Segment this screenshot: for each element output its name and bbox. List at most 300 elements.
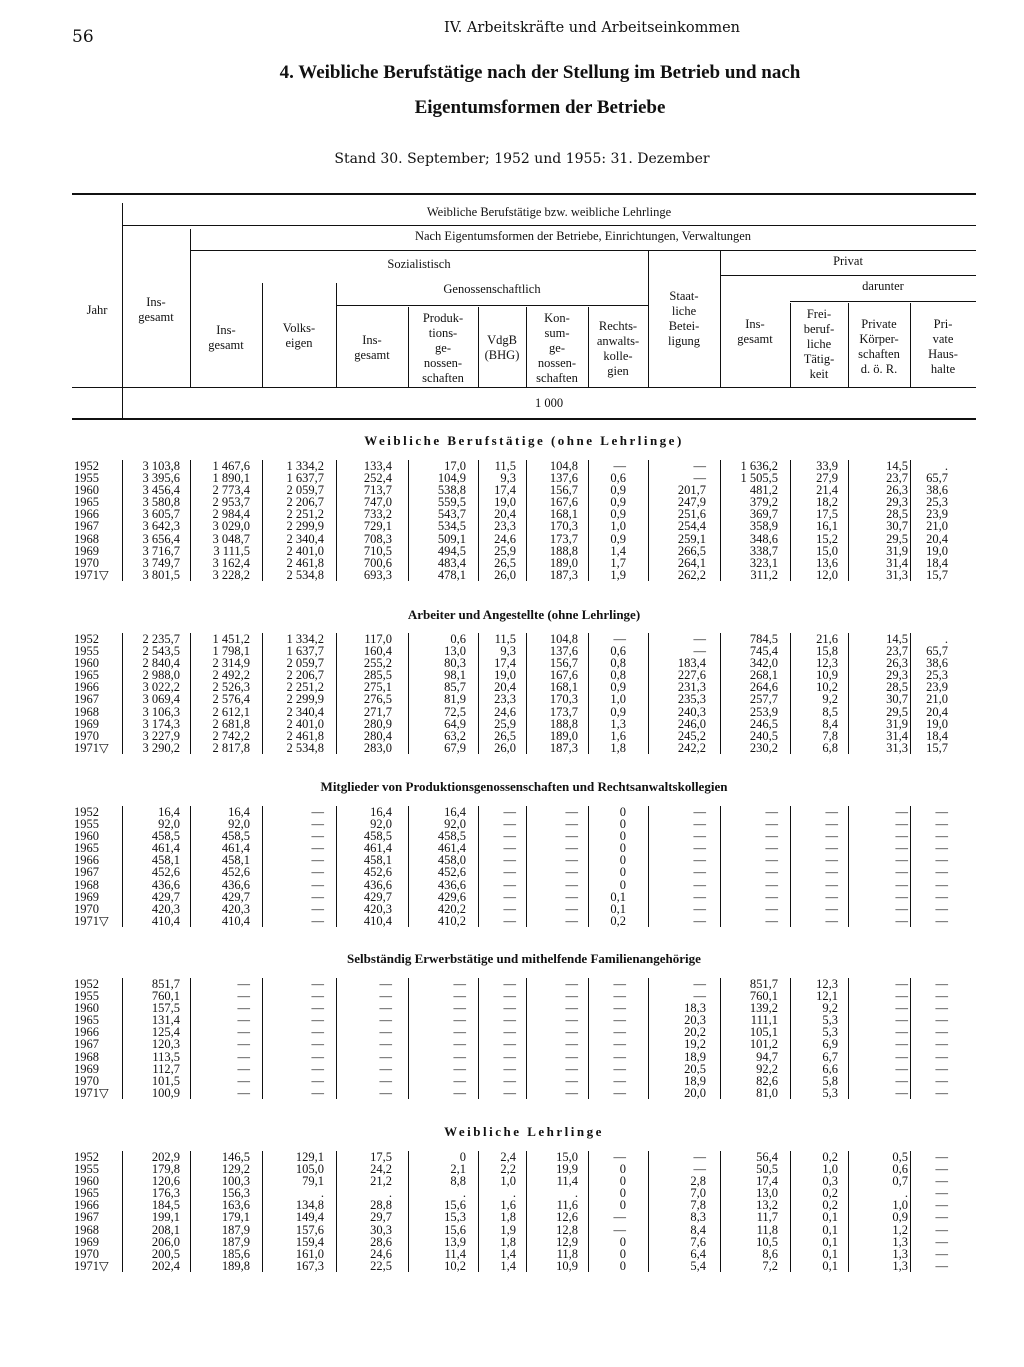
- value-cell: 1 636,2: [740, 459, 778, 473]
- value-cell: 0,6: [610, 644, 626, 659]
- value-cell: 92,2: [756, 1061, 778, 1076]
- value-cell: 733,2: [363, 507, 392, 522]
- value-cell: 24,2: [370, 1162, 392, 1177]
- value-cell: —: [237, 1073, 250, 1088]
- year-cell: 1952: [74, 1150, 99, 1164]
- table-row: [72, 472, 976, 484]
- value-cell: 29,5: [886, 531, 908, 546]
- value-cell: —: [935, 977, 948, 991]
- value-cell: 0,1: [822, 1222, 838, 1237]
- value-cell: —: [379, 1025, 392, 1040]
- value-cell: 11,7: [756, 1210, 778, 1225]
- value-cell: 112,7: [152, 1061, 180, 1076]
- value-cell: 187,3: [549, 740, 578, 755]
- value-cell: 111,1: [750, 1013, 778, 1028]
- value-cell: —: [693, 889, 706, 904]
- year-cell: 1955: [74, 1162, 99, 1177]
- value-cell: —: [237, 977, 250, 991]
- value-cell: 3 228,2: [212, 567, 250, 582]
- value-cell: —: [935, 913, 948, 928]
- value-cell: —: [825, 829, 838, 844]
- table-row: [72, 978, 976, 990]
- value-cell: —: [613, 459, 626, 473]
- value-cell: —: [765, 877, 778, 892]
- value-cell: 271,7: [363, 704, 392, 719]
- value-cell: —: [453, 1025, 466, 1040]
- value-cell: 187,9: [221, 1234, 250, 1249]
- value-cell: 348,6: [749, 531, 778, 546]
- value-cell: 2 543,5: [142, 644, 180, 659]
- value-cell: —: [935, 829, 948, 844]
- value-cell: 0: [619, 1162, 626, 1177]
- value-cell: 16,1: [816, 519, 838, 534]
- value-cell: —: [613, 1037, 626, 1052]
- value-cell: 20,4: [494, 507, 516, 522]
- value-cell: 19,0: [494, 668, 516, 683]
- value-cell: 188,8: [549, 716, 578, 731]
- value-cell: 98,1: [444, 668, 466, 683]
- value-cell: 420,3: [151, 901, 180, 916]
- table-row: [72, 1248, 976, 1260]
- value-cell: 9,2: [822, 1001, 838, 1016]
- value-cell: —: [453, 1085, 466, 1100]
- value-cell: —: [613, 1013, 626, 1028]
- value-cell: —: [765, 829, 778, 844]
- value-cell: 5,4: [690, 1258, 706, 1273]
- header-darunter: darunter: [862, 279, 904, 293]
- value-cell: 3 227,9: [142, 728, 180, 743]
- value-cell: 2 059,7: [286, 483, 324, 498]
- value-cell: 12,6: [556, 1210, 578, 1225]
- table-row: [72, 903, 976, 915]
- value-cell: 92,0: [228, 817, 250, 832]
- value-cell: 188,8: [549, 543, 578, 558]
- value-cell: 72,5: [444, 704, 466, 719]
- value-cell: 760,1: [749, 989, 778, 1004]
- value-cell: —: [311, 977, 324, 991]
- header-privat: Privat: [833, 254, 863, 268]
- value-cell: 81,9: [444, 692, 466, 707]
- value-cell: 133,4: [363, 459, 392, 473]
- year-cell: 1971▽: [74, 740, 109, 755]
- value-cell: 0: [619, 805, 626, 819]
- table-row: [72, 1002, 976, 1014]
- value-cell: 230,2: [749, 740, 778, 755]
- value-cell: —: [693, 632, 706, 646]
- value-cell: —: [379, 977, 392, 991]
- value-cell: —: [565, 901, 578, 916]
- value-cell: —: [935, 1085, 948, 1100]
- value-cell: 1,0: [822, 1162, 838, 1177]
- value-cell: 2 401,0: [286, 716, 324, 731]
- value-cell: —: [503, 1025, 516, 1040]
- value-cell: —: [935, 817, 948, 832]
- running-head: [0, 20, 1024, 36]
- value-cell: 14,5: [886, 632, 908, 646]
- value-cell: 8,3: [690, 1210, 706, 1225]
- value-cell: 3 656,4: [142, 531, 180, 546]
- value-cell: —: [765, 901, 778, 916]
- table-row: [72, 1224, 976, 1236]
- value-cell: 2 681,8: [212, 716, 250, 731]
- value-cell: 15,6: [444, 1198, 466, 1213]
- value-cell: 0: [619, 841, 626, 856]
- value-cell: 139,2: [749, 1001, 778, 1016]
- value-cell: —: [503, 853, 516, 868]
- value-cell: 23,9: [926, 507, 948, 522]
- value-cell: 8,6: [762, 1246, 778, 1261]
- table-row: [72, 557, 976, 569]
- value-cell: 157,6: [295, 1222, 324, 1237]
- value-cell: 3 111,5: [213, 543, 250, 558]
- value-cell: —: [613, 1049, 626, 1064]
- year-cell: 1952: [74, 632, 99, 646]
- year-cell: 1955: [74, 817, 99, 832]
- value-cell: 28,5: [886, 507, 908, 522]
- value-cell: 481,2: [749, 483, 778, 498]
- value-cell: 23,7: [886, 471, 908, 486]
- value-cell: —: [311, 1037, 324, 1052]
- value-cell: 105,1: [749, 1025, 778, 1040]
- value-cell: —: [935, 877, 948, 892]
- value-cell: 1 334,2: [286, 632, 324, 646]
- value-cell: —: [237, 1037, 250, 1052]
- value-cell: 2,8: [690, 1174, 706, 1189]
- value-cell: 18,4: [926, 728, 948, 743]
- value-cell: 94,7: [756, 1049, 778, 1064]
- table-row: [72, 718, 976, 730]
- value-cell: 11,4: [556, 1174, 578, 1189]
- value-cell: 137,6: [549, 471, 578, 486]
- value-cell: —: [895, 1061, 908, 1076]
- value-cell: 252,4: [363, 471, 392, 486]
- value-cell: 708,3: [363, 531, 392, 546]
- table-row: [72, 1051, 976, 1063]
- value-cell: 311,2: [750, 567, 778, 582]
- value-cell: 6,8: [822, 740, 838, 755]
- section-rows: [72, 460, 976, 581]
- value-cell: 156,3: [221, 1186, 250, 1201]
- year-cell: 1970: [74, 1073, 99, 1088]
- value-cell: 26,3: [886, 483, 908, 498]
- value-cell: —: [311, 817, 324, 832]
- value-cell: 100,9: [151, 1085, 180, 1100]
- value-cell: —: [693, 1162, 706, 1177]
- value-cell: 0: [619, 1246, 626, 1261]
- value-cell: —: [311, 1025, 324, 1040]
- value-cell: —: [935, 889, 948, 904]
- value-cell: 19,0: [926, 543, 948, 558]
- value-cell: 0,2: [610, 913, 626, 928]
- table-row: [72, 842, 976, 854]
- value-cell: —: [565, 913, 578, 928]
- value-cell: 700,6: [363, 555, 392, 570]
- value-cell: 149,4: [295, 1210, 324, 1225]
- table-row: [72, 706, 976, 718]
- value-cell: .: [944, 459, 948, 473]
- value-cell: 189,0: [549, 728, 578, 743]
- value-cell: 0,9: [610, 704, 626, 719]
- table-row: [72, 1087, 976, 1099]
- value-cell: 18,9: [684, 1049, 706, 1064]
- value-cell: 0,9: [892, 1210, 908, 1225]
- value-cell: —: [565, 841, 578, 856]
- value-cell: 420,3: [363, 901, 392, 916]
- value-cell: 15,0: [816, 543, 838, 558]
- value-cell: .: [462, 1186, 466, 1201]
- value-cell: 156,7: [549, 656, 578, 671]
- value-cell: 246,0: [677, 716, 706, 731]
- value-cell: 25,9: [494, 716, 516, 731]
- value-cell: 1,4: [500, 1258, 516, 1273]
- value-cell: 2,4: [500, 1150, 516, 1164]
- value-cell: 120,3: [151, 1037, 180, 1052]
- value-cell: 2 340,4: [286, 704, 324, 719]
- value-cell: 129,1: [295, 1150, 324, 1164]
- value-cell: —: [503, 913, 516, 928]
- value-cell: 0: [619, 865, 626, 880]
- value-cell: 101,2: [749, 1037, 778, 1052]
- value-cell: 10,2: [816, 680, 838, 695]
- value-cell: 13,0: [756, 1186, 778, 1201]
- value-cell: 1 505,5: [740, 471, 778, 486]
- value-cell: —: [895, 913, 908, 928]
- value-cell: 264,1: [677, 555, 706, 570]
- year-cell: 1952: [74, 459, 99, 473]
- value-cell: 2 401,0: [286, 543, 324, 558]
- value-cell: —: [935, 1234, 948, 1249]
- value-cell: 170,3: [549, 519, 578, 534]
- value-cell: 27,9: [816, 471, 838, 486]
- value-cell: —: [453, 1073, 466, 1088]
- value-cell: 483,4: [437, 555, 466, 570]
- value-cell: —: [693, 805, 706, 819]
- value-cell: —: [935, 989, 948, 1004]
- value-cell: —: [825, 889, 838, 904]
- table-row: [72, 830, 976, 842]
- value-cell: —: [895, 805, 908, 819]
- table-row: [72, 866, 976, 878]
- value-cell: .: [574, 1186, 578, 1201]
- table-row: [72, 681, 976, 693]
- value-cell: 747,0: [363, 495, 392, 510]
- table-row: [72, 1236, 976, 1248]
- value-cell: 11,5: [494, 632, 516, 646]
- value-cell: —: [935, 1222, 948, 1237]
- value-cell: 173,7: [549, 704, 578, 719]
- table-row: [72, 657, 976, 669]
- value-cell: 21,0: [926, 692, 948, 707]
- value-cell: —: [379, 989, 392, 1004]
- value-cell: 0,3: [822, 1174, 838, 1189]
- value-cell: 429,7: [363, 889, 392, 904]
- value-cell: 183,4: [677, 656, 706, 671]
- value-cell: 159,4: [295, 1234, 324, 1249]
- value-cell: 851,7: [151, 977, 180, 991]
- value-cell: —: [453, 989, 466, 1004]
- value-cell: 729,1: [363, 519, 392, 534]
- value-cell: —: [453, 1037, 466, 1052]
- value-cell: 0,9: [610, 680, 626, 695]
- value-cell: 38,6: [926, 483, 948, 498]
- value-cell: 9,3: [500, 471, 516, 486]
- value-cell: 3 801,5: [142, 567, 180, 582]
- value-cell: 713,7: [363, 483, 392, 498]
- value-cell: 5,3: [822, 1025, 838, 1040]
- value-cell: —: [311, 901, 324, 916]
- col-privat-insgesamt: Ins- gesamt: [737, 317, 773, 346]
- value-cell: 31,9: [886, 543, 908, 558]
- value-cell: —: [565, 1025, 578, 1040]
- value-cell: 6,4: [690, 1246, 706, 1261]
- value-cell: —: [503, 1037, 516, 1052]
- value-cell: —: [765, 853, 778, 868]
- table-row: [72, 569, 976, 581]
- value-cell: 0: [619, 877, 626, 892]
- value-cell: 10,5: [756, 1234, 778, 1249]
- value-cell: —: [503, 1061, 516, 1076]
- value-cell: 458,5: [151, 829, 180, 844]
- value-cell: 18,2: [816, 495, 838, 510]
- value-cell: 11,4: [444, 1246, 466, 1261]
- year-cell: 1971▽: [74, 1085, 109, 1100]
- value-cell: 20,2: [684, 1025, 706, 1040]
- table-row: [72, 545, 976, 557]
- year-cell: 1967: [74, 692, 99, 707]
- value-cell: 12,8: [556, 1222, 578, 1237]
- table-row: [72, 1163, 976, 1175]
- value-cell: 509,1: [437, 531, 466, 546]
- value-cell: 0,9: [610, 507, 626, 522]
- table-row: [72, 1260, 976, 1272]
- year-cell: 1966: [74, 680, 99, 695]
- year-cell: 1968: [74, 704, 99, 719]
- col-insgesamt: Ins- gesamt: [138, 295, 174, 324]
- section-rows: [72, 633, 976, 754]
- header-sozialistisch: Sozialistisch: [387, 257, 451, 271]
- value-cell: —: [895, 989, 908, 1004]
- value-cell: 81,0: [756, 1085, 778, 1100]
- table-row: [72, 1014, 976, 1026]
- value-cell: 3 162,4: [212, 555, 250, 570]
- year-cell: 1965: [74, 841, 99, 856]
- value-cell: 0,1: [610, 889, 626, 904]
- value-cell: —: [311, 913, 324, 928]
- year-cell: 1971▽: [74, 1258, 109, 1273]
- value-cell: 6,7: [822, 1049, 838, 1064]
- value-cell: 5,3: [822, 1085, 838, 1100]
- value-cell: —: [935, 841, 948, 856]
- year-cell: 1968: [74, 877, 99, 892]
- value-cell: 369,7: [749, 507, 778, 522]
- value-cell: —: [503, 877, 516, 892]
- value-cell: 245,2: [677, 728, 706, 743]
- value-cell: .: [388, 1186, 392, 1201]
- value-cell: —: [311, 1073, 324, 1088]
- year-cell: 1966: [74, 1025, 99, 1040]
- value-cell: —: [825, 913, 838, 928]
- value-cell: —: [693, 471, 706, 486]
- value-cell: 1,0: [892, 1198, 908, 1213]
- value-cell: —: [693, 459, 706, 473]
- value-cell: 7,0: [690, 1186, 706, 1201]
- value-cell: 120,6: [151, 1174, 180, 1189]
- value-cell: 15,3: [444, 1210, 466, 1225]
- value-cell: —: [613, 1210, 626, 1225]
- year-cell: 1965: [74, 668, 99, 683]
- table-row: [72, 1211, 976, 1223]
- value-cell: —: [825, 817, 838, 832]
- year-cell: 1966: [74, 853, 99, 868]
- value-cell: —: [503, 1013, 516, 1028]
- year-cell: 1966: [74, 507, 99, 522]
- value-cell: 187,3: [549, 567, 578, 582]
- value-cell: —: [503, 889, 516, 904]
- value-cell: 1 798,1: [212, 644, 250, 659]
- year-cell: 1955: [74, 989, 99, 1004]
- value-cell: —: [565, 853, 578, 868]
- value-cell: .: [904, 1186, 908, 1201]
- value-cell: 1,7: [610, 555, 626, 570]
- value-cell: 2 235,7: [142, 632, 180, 646]
- value-cell: 17,5: [370, 1150, 392, 1164]
- value-cell: —: [935, 1258, 948, 1273]
- value-cell: —: [895, 877, 908, 892]
- value-cell: 146,5: [221, 1150, 250, 1164]
- value-cell: 420,3: [221, 901, 250, 916]
- value-cell: —: [935, 1037, 948, 1052]
- value-cell: —: [895, 853, 908, 868]
- value-cell: 13,6: [816, 555, 838, 570]
- value-cell: 2 299,9: [286, 519, 324, 534]
- table-row: [72, 669, 976, 681]
- year-cell: 1955: [74, 471, 99, 486]
- value-cell: 15,8: [816, 644, 838, 659]
- section-title: Weibliche Berufstätige (ohne Lehrlinge): [364, 433, 684, 448]
- value-cell: 458,1: [151, 853, 180, 868]
- value-cell: —: [895, 1073, 908, 1088]
- value-cell: 64,9: [444, 716, 466, 731]
- value-cell: 458,5: [221, 829, 250, 844]
- value-cell: 1 637,7: [286, 644, 324, 659]
- value-cell: 163,6: [221, 1198, 250, 1213]
- value-cell: —: [895, 817, 908, 832]
- value-cell: 235,3: [677, 692, 706, 707]
- section-rows: [72, 1151, 976, 1272]
- value-cell: 117,0: [364, 632, 392, 646]
- value-cell: 1,6: [500, 1198, 516, 1213]
- value-cell: 1,0: [500, 1174, 516, 1189]
- value-cell: 28,8: [370, 1198, 392, 1213]
- value-cell: 100,3: [221, 1174, 250, 1189]
- value-cell: 82,6: [756, 1073, 778, 1088]
- value-cell: 2 534,8: [286, 567, 324, 582]
- value-cell: 2 461,8: [286, 555, 324, 570]
- value-cell: 157,5: [151, 1001, 180, 1016]
- value-cell: —: [613, 1073, 626, 1088]
- value-cell: 3 022,2: [142, 680, 180, 695]
- value-cell: 17,4: [494, 483, 516, 498]
- value-cell: 2 576,4: [212, 692, 250, 707]
- value-cell: —: [503, 1001, 516, 1016]
- value-cell: 15,2: [816, 531, 838, 546]
- section-title: Selbständig Erwerbstätige und mithelfende Familienangehörige: [347, 951, 701, 966]
- value-cell: 0,6: [610, 471, 626, 486]
- value-cell: 5,8: [822, 1073, 838, 1088]
- value-cell: —: [613, 989, 626, 1004]
- value-cell: 15,0: [556, 1150, 578, 1164]
- value-cell: 2 840,4: [142, 656, 180, 671]
